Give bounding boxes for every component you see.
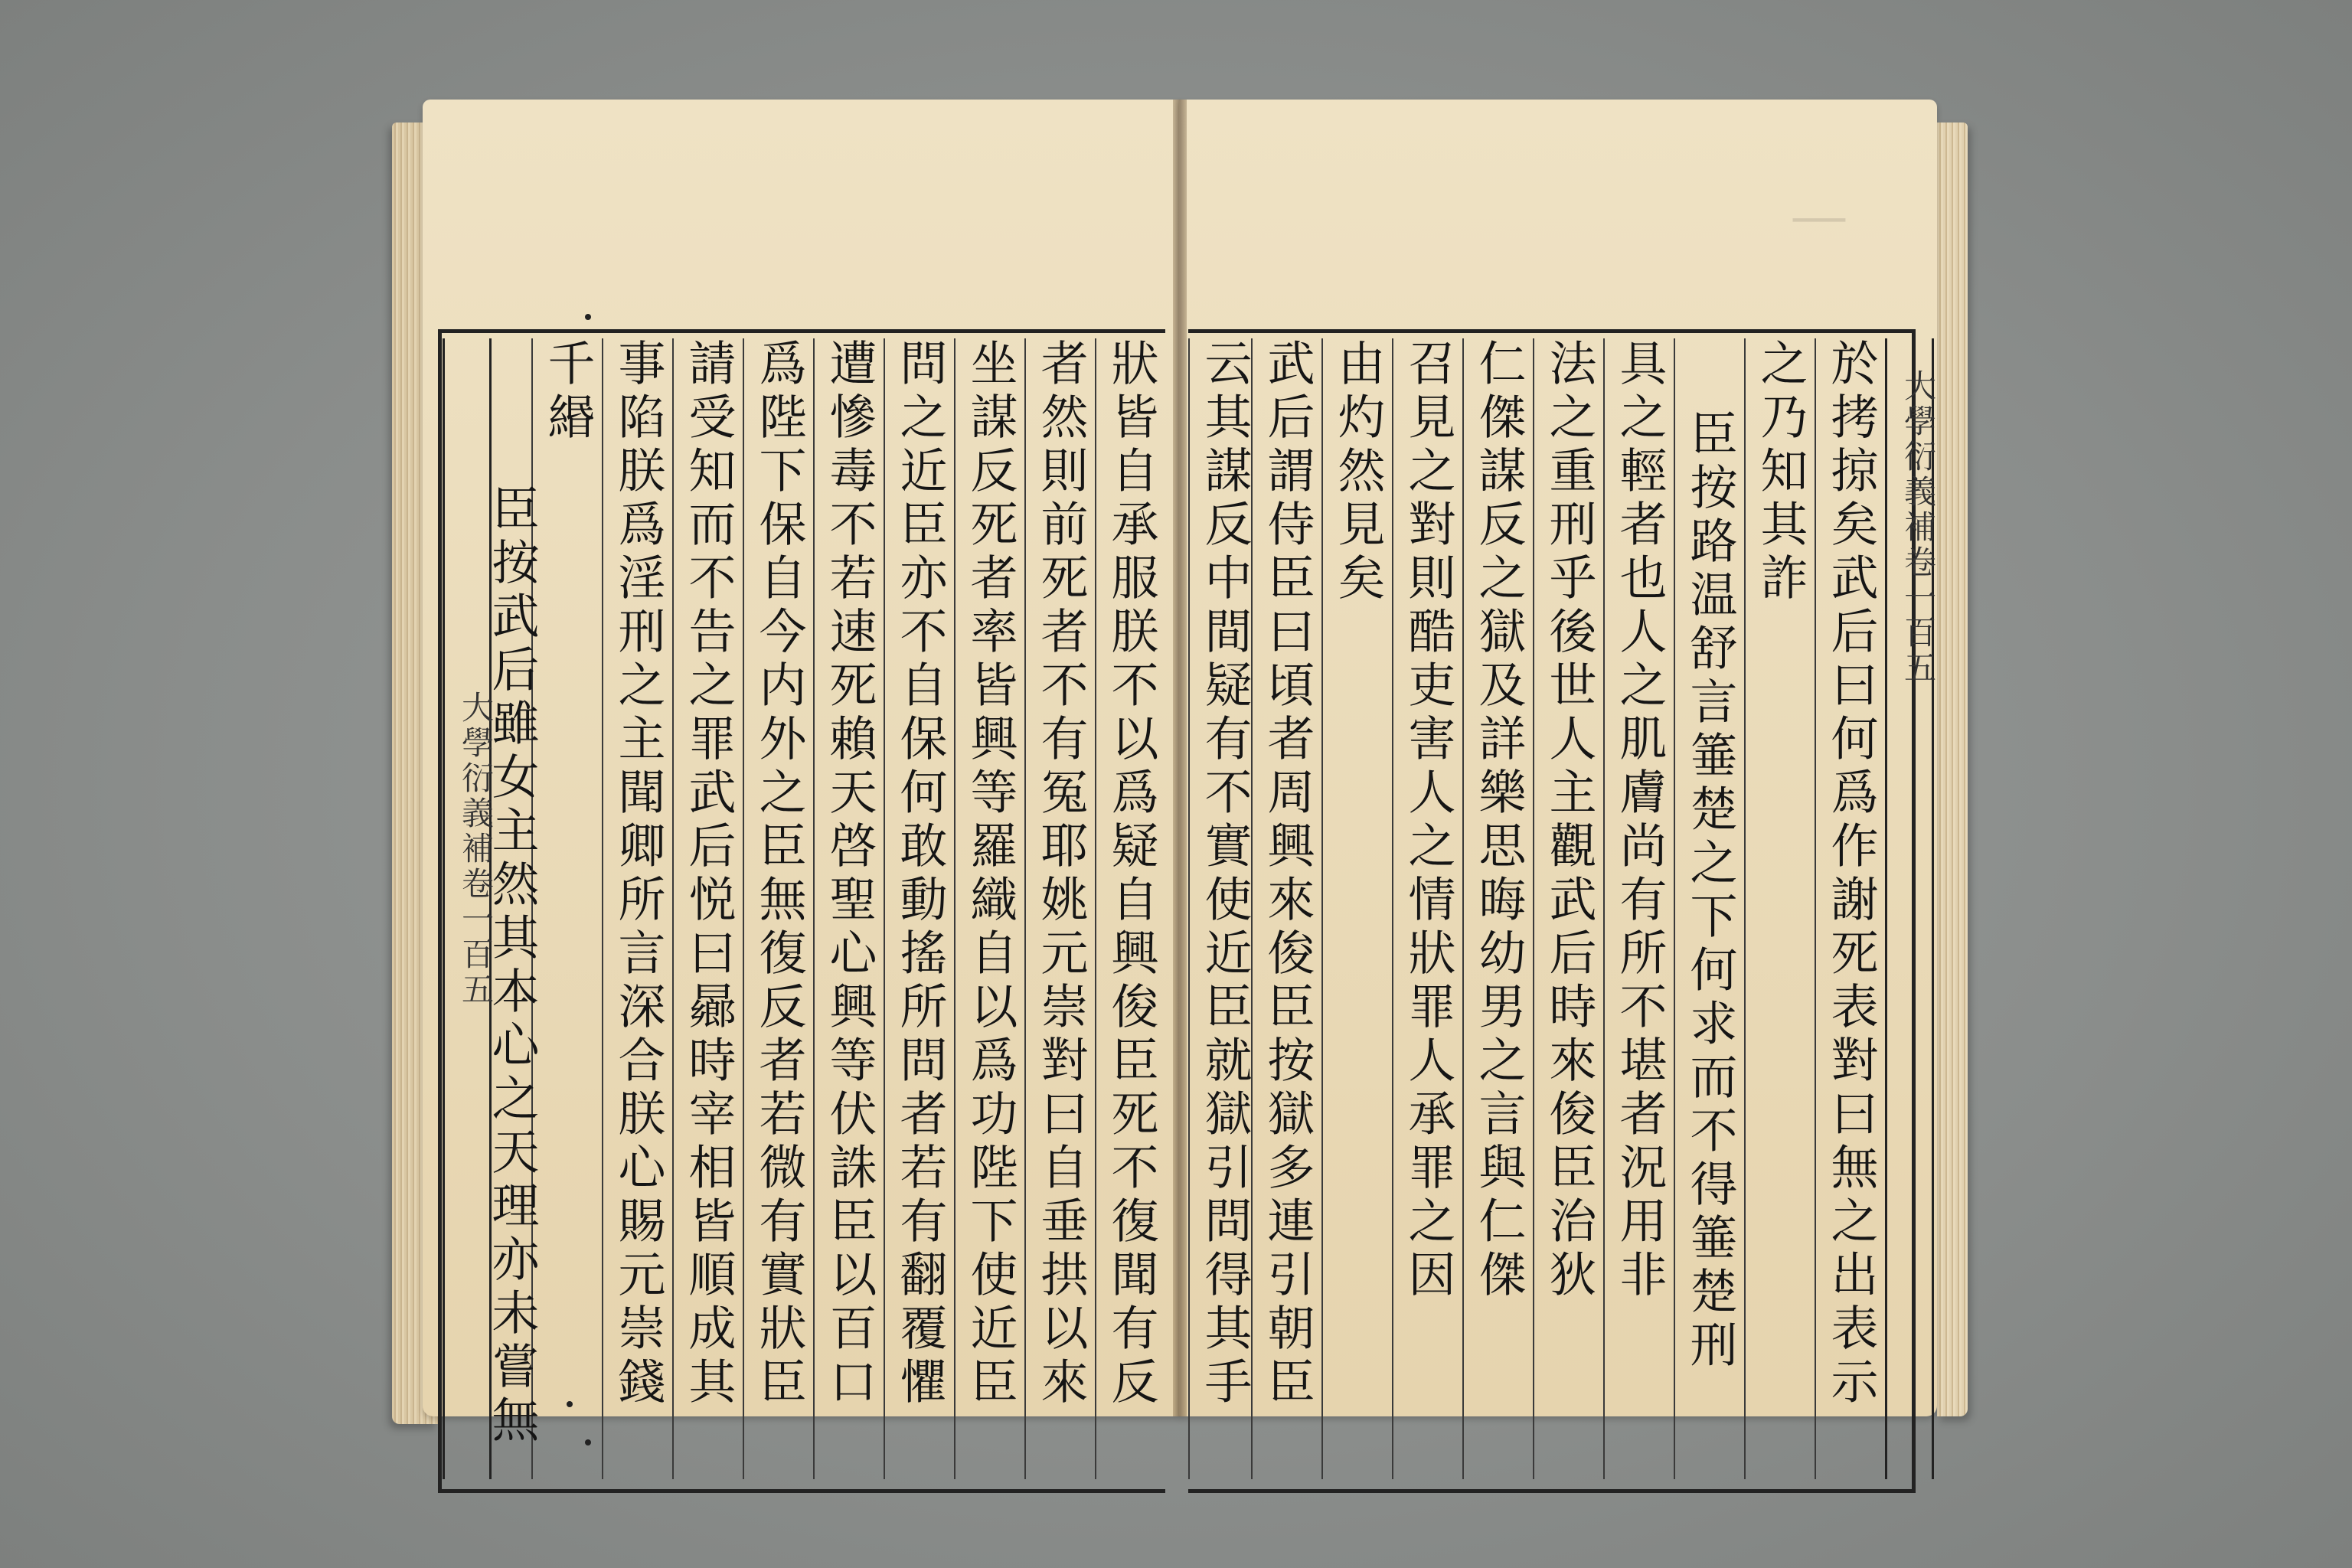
right-banxin xyxy=(1885,338,1937,1479)
banxin-title: 大學衍義補卷一百五 xyxy=(1900,369,1937,686)
text-column: 者然則前死者不有冤耶姚元崇對曰自垂拱以來 xyxy=(1024,338,1095,1479)
banxin-title: 大學衍義補卷一百五 xyxy=(457,691,495,1008)
text-column: 事陷朕爲淫刑之主聞卿所言深合朕心賜元崇錢 xyxy=(602,338,672,1479)
text-column: 遭慘毒不若速死賴天啓聖心興等伏誅臣以百口 xyxy=(813,338,884,1479)
text-column: 法之重刑乎後世人主觀武后時來俊臣治狄 xyxy=(1533,338,1603,1479)
ink-dot xyxy=(567,1401,573,1407)
page-edges-right xyxy=(1937,122,1968,1416)
text-column: 臣按武后雖女主然其本心之天理亦未嘗無 xyxy=(484,484,540,1449)
text-column: 爲陛下保自今内外之臣無復反者若微有實狀臣 xyxy=(743,338,813,1479)
text-column: 云其謀反中間疑有不實使近臣就獄引問得其手 xyxy=(1188,338,1259,1479)
text-column: 具之輕者也人之肌膚尚有所不堪者況用非 xyxy=(1603,338,1674,1479)
text-column: 臣按路温舒言箠楚之下何求而不得箠楚刑 xyxy=(1674,338,1744,1479)
ink-dot xyxy=(585,1439,591,1446)
text-column: 問之近臣亦不自保何敢動搖所問者若有翻覆懼 xyxy=(884,338,954,1479)
text-column: 於拷掠矣武后曰何爲作謝死表對曰無之出表示 xyxy=(1815,338,1885,1479)
text-column: 之乃知其詐 xyxy=(1744,338,1815,1479)
open-book xyxy=(392,92,1968,1449)
text-column: 由灼然見矣 xyxy=(1321,338,1392,1479)
text-column: 狀皆自承服朕不以爲疑自興俊臣死不復聞有反 xyxy=(1095,338,1165,1479)
text-column: 千緡 xyxy=(531,338,602,1479)
text-column: 仁傑謀反之獄及詳樂思晦幼男之言與仁傑 xyxy=(1462,338,1533,1479)
text-column: 武后謂侍臣曰頃者周興來俊臣按獄多連引朝臣 xyxy=(1251,338,1321,1479)
text-column: 召見之對則酷吏害人之情狀罪人承罪之因 xyxy=(1392,338,1462,1479)
text-column: 請受知而不告之罪武后悦曰曏時宰相皆順成其 xyxy=(672,338,743,1479)
bleed-through-mark: │ xyxy=(1793,207,1845,241)
ink-dot xyxy=(585,314,591,320)
book-gutter xyxy=(1173,100,1187,1416)
text-column: 坐謀反死者率皆興等羅織自以爲功陛下使近臣 xyxy=(954,338,1024,1479)
